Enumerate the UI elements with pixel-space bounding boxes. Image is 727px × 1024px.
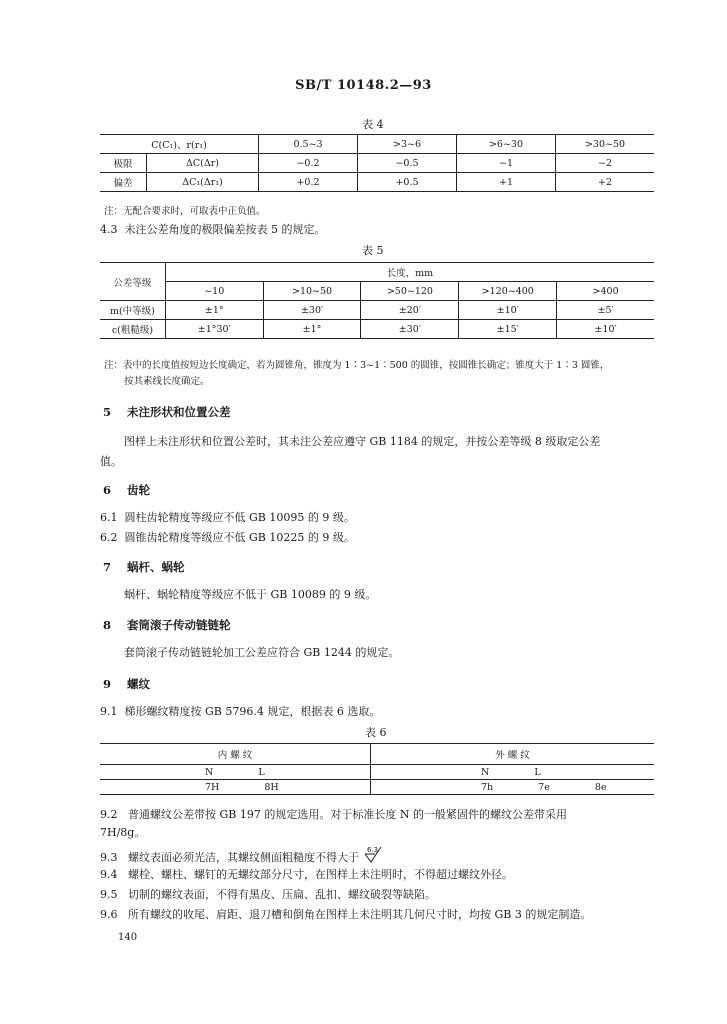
table6-external-nl: N L bbox=[371, 765, 655, 780]
table6 bbox=[100, 743, 654, 795]
section9-5-number: 9.5 bbox=[100, 888, 118, 901]
table5-cell: ±5′ bbox=[557, 301, 654, 320]
table4-caption: 表 4 bbox=[362, 118, 384, 131]
table4 bbox=[100, 134, 654, 192]
section5-number: 5 bbox=[103, 405, 112, 419]
section-4-3-number: 4.3 bbox=[100, 223, 118, 236]
section5-title: 未注形状和位置公差 bbox=[127, 405, 231, 419]
table4-header-cell: >6~30 bbox=[457, 135, 556, 154]
standard-number: SB/T 10148.2—93 bbox=[295, 78, 432, 93]
table5-row-label: m(中等级) bbox=[100, 301, 165, 320]
section8-number: 8 bbox=[103, 618, 112, 632]
section-4-3-text: 未注公差角度的极限偏差按表 5 的规定。 bbox=[124, 223, 326, 236]
section9-3-number: 9.3 bbox=[100, 851, 118, 864]
table4-group-label-top: 极限 bbox=[100, 154, 147, 173]
table4-cell: −0.2 bbox=[259, 154, 358, 173]
section8-title: 套筒滚子传动链链轮 bbox=[127, 618, 231, 632]
table4-group-label-bottom: 偏差 bbox=[100, 173, 147, 192]
section9-item1-text: 梯形螺纹精度按 GB 5796.4 规定，根据表 6 选取。 bbox=[124, 705, 381, 718]
table4-row-label: ΔC₁(Δr₁) bbox=[147, 173, 259, 192]
section9-6-text: 所有螺纹的收尾、肩距、退刀槽和倒角在图样上未注明其几何尺寸时，均按 GB 3 的规定制造。 bbox=[128, 908, 592, 921]
table4-header-cell: >3~6 bbox=[358, 135, 457, 154]
section9-title: 螺纹 bbox=[127, 677, 151, 691]
table4-cell: −1 bbox=[457, 154, 556, 173]
section6-number: 6 bbox=[103, 483, 112, 497]
section9-6-number: 9.6 bbox=[100, 908, 118, 921]
table6-caption: 表 6 bbox=[365, 726, 387, 739]
table4-cell: +0.2 bbox=[259, 173, 358, 192]
table5-caption: 表 5 bbox=[362, 244, 384, 257]
table5-range-cell: >10~50 bbox=[263, 282, 361, 301]
section9-2-line1: 普通螺纹公差带按 GB 197 的规定选用。对于标准长度 N 的一般紧固件的螺纹公差带采用 bbox=[128, 808, 567, 821]
roughness-symbol-icon bbox=[363, 845, 385, 867]
table4-cell: +1 bbox=[457, 173, 556, 192]
table5-note-line1: 注：表中的长度值按短边长度确定，若为圆锥角，锥度为 1∶3~1∶500 的圆锥，按圆锥长确定；锥度大于 1∶3 圆锥， bbox=[104, 360, 610, 371]
section9-4-number: 9.4 bbox=[100, 868, 118, 881]
table4-row-label: ΔC(Δr) bbox=[147, 154, 259, 173]
section6-item1-number: 6.1 bbox=[100, 511, 118, 524]
section7-title: 蜗杆、蜗轮 bbox=[127, 560, 185, 574]
page-number: 140 bbox=[118, 932, 138, 943]
section6-item2-text: 圆锥齿轮精度等级应不低 GB 10225 的 9 级。 bbox=[124, 531, 355, 544]
table5-cell: ±10′ bbox=[459, 301, 557, 320]
table4-cell: −0.5 bbox=[358, 154, 457, 173]
table4-header-cell: 0.5~3 bbox=[259, 135, 358, 154]
table6-internal-header: 内 螺 纹 bbox=[100, 744, 371, 765]
section6-title: 齿轮 bbox=[127, 483, 151, 497]
table4-cell: +0.5 bbox=[358, 173, 457, 192]
table4-cell: +2 bbox=[556, 173, 655, 192]
section9-3-text: 螺纹表面必须光洁，其螺纹侧面粗糙度不得大于 bbox=[128, 851, 359, 864]
table6-external-values: 7h 7e 8e bbox=[371, 780, 655, 795]
table5-cell: ±1° bbox=[263, 320, 361, 339]
table5-length-header: 长度，mm bbox=[165, 263, 654, 282]
section7-number: 7 bbox=[103, 560, 112, 574]
table6-internal-values: 7H 8H bbox=[205, 781, 279, 793]
table5-range-cell: ~10 bbox=[165, 282, 263, 301]
section9-2-number: 9.2 bbox=[100, 808, 118, 821]
table6-internal-nl: N L bbox=[100, 765, 371, 780]
section9-2-line2: 7H/8g。 bbox=[100, 826, 146, 839]
section9-number: 9 bbox=[103, 677, 112, 691]
table5-cell: ±1° bbox=[165, 301, 263, 320]
table5 bbox=[100, 262, 654, 339]
table5-cell: ±10′ bbox=[557, 320, 654, 339]
table5-cell: ±1°30′ bbox=[165, 320, 263, 339]
table4-note: 注：无配合要求时，可取表中正负值。 bbox=[104, 206, 266, 217]
section8-text: 套筒滚子传动链链轮加工公差应符合 GB 1244 的规定。 bbox=[124, 646, 400, 659]
table5-cell: ±30′ bbox=[263, 301, 361, 320]
section5-para-line1: 图样上未注形状和位置公差时，其未注公差应遵守 GB 1184 的规定，并按公差等级 8 级取定公差 bbox=[124, 435, 601, 448]
section7-text: 蜗杆、蜗轮精度等级应不低于 GB 10089 的 9 级。 bbox=[124, 588, 377, 601]
section5-para-line2: 值。 bbox=[100, 455, 122, 468]
section9-4-text: 螺栓、螺柱、螺钉的无螺纹部分尺寸，在图样上未注明时，不得超过螺纹外径。 bbox=[128, 868, 513, 881]
table5-row-label: c(粗糙级) bbox=[100, 320, 165, 339]
section9-5-text: 切制的螺纹表面，不得有黑皮、压扁、乱扣、螺纹破裂等缺陷。 bbox=[128, 888, 436, 901]
table4-header-cell: >30~50 bbox=[556, 135, 655, 154]
table4-header-cell: C(C₁)、r(r₁) bbox=[100, 135, 259, 154]
section6-item1-text: 圆柱齿轮精度等级应不低 GB 10095 的 9 级。 bbox=[124, 511, 355, 524]
table5-range-cell: >400 bbox=[557, 282, 654, 301]
section6-item2-number: 6.2 bbox=[100, 531, 118, 544]
table5-cell: ±15′ bbox=[459, 320, 557, 339]
table4-cell: −2 bbox=[556, 154, 655, 173]
table5-range-cell: >120~400 bbox=[459, 282, 557, 301]
table5-grade-header: 公差等级 bbox=[100, 263, 165, 301]
table5-note-line2: 按其素线长度确定。 bbox=[124, 376, 210, 387]
section9-item1-number: 9.1 bbox=[100, 705, 118, 718]
table5-cell: ±20′ bbox=[361, 301, 459, 320]
table5-cell: ±30′ bbox=[361, 320, 459, 339]
roughness-value: 6.3 bbox=[366, 846, 378, 854]
table5-range-cell: >50~120 bbox=[361, 282, 459, 301]
table6-external-header: 外 螺 纹 bbox=[371, 744, 655, 765]
